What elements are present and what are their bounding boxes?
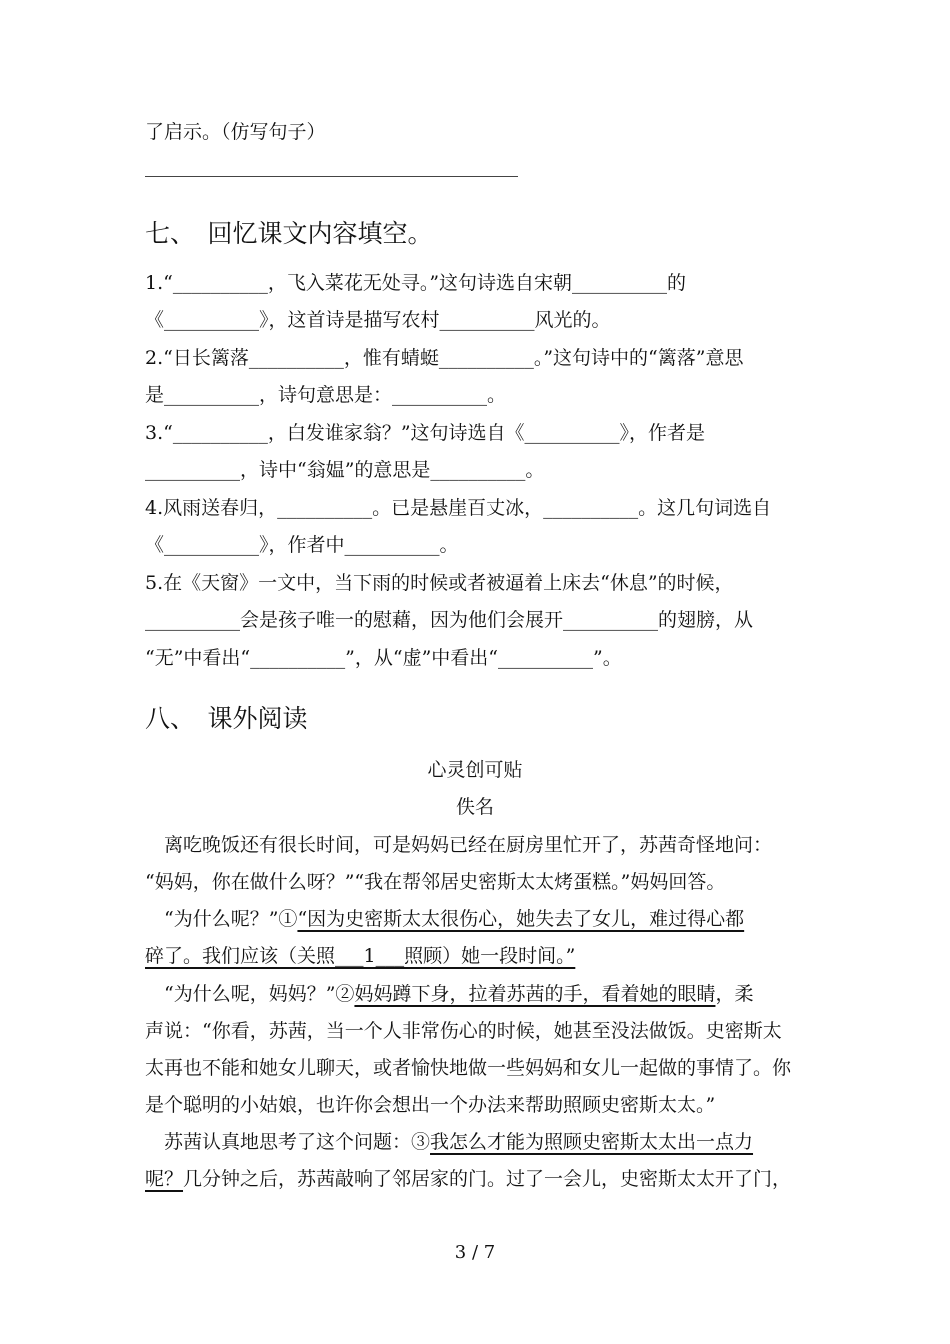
para2-line2 <box>145 943 575 969</box>
fill-line-4: 是__________，诗句意思是：__________。 <box>145 384 507 406</box>
fill-line-1: 1.“__________，飞入菜花无处寻。”这句诗选自宋朝__________的 <box>145 272 687 294</box>
fill-line-5: 3.“__________，白发谁家翁？”这句诗选自《__________》，作者是 <box>145 422 706 444</box>
answer-line <box>145 176 518 177</box>
fill-line-8: 《__________》，作者中__________。 <box>145 534 459 556</box>
underlined-sentence-1-cont: 碎了。我们应该（关照___1___照顾）她一段时间。” <box>145 945 576 967</box>
page-number: 3 / 7 <box>454 1242 496 1263</box>
fill-line-7: 4.风雨送春归，__________。已是悬崖百丈冰，__________。这几句词选自 <box>145 497 772 519</box>
para3-line4: 是个聪明的小姑娘，也许你会想出一个办法来帮助照顾史密斯太太。” <box>145 1094 716 1116</box>
fill-line-10: __________会是孩子唯一的慰藉，因为他们会展开__________的翅膀，从 <box>145 609 754 631</box>
fill-line-2: 《__________》，这首诗是描写农村__________风光的。 <box>145 309 611 331</box>
underlined-sentence-1: “因为史密斯太太很伤心，她失去了女儿，难过得心都 <box>297 908 745 930</box>
underlined-sentence-2: 妈妈蹲下身，拉着苏茜的手，看着她的眼睛 <box>354 983 716 1005</box>
fill-line-11: “无”中看出“__________”，从“虚”中看出“__________”。 <box>145 647 622 669</box>
para1-line1: 离吃晚饭还有很长时间，可是妈妈已经在厨房里忙开了，苏茜奇怪地问： <box>145 834 773 856</box>
fill-line-9: 5.在《天窗》一文中，当下雨的时候或者被逼着上床去“休息”的时候， <box>145 572 734 594</box>
para3-line1: “为什么呢，妈妈？”②妈妈蹲下身，拉着苏茜的手，看着她的眼睛，柔 <box>145 983 754 1005</box>
fill-line-6: __________，诗中“翁媪”的意思是__________。 <box>145 459 545 481</box>
fill-line-3: 2.“日长篱落__________，惟有蜻蜓__________。”这句诗中的“篱落”意思 <box>145 347 744 369</box>
section7-heading: 七、 回忆课文内容填空。 <box>145 219 433 248</box>
underlined-sentence-3: 我怎么才能为照顾史密斯太太出一点力 <box>430 1131 754 1153</box>
para4-line1: 苏茜认真地思考了这个问题：③我怎么才能为照顾史密斯太太出一点力 <box>145 1131 754 1153</box>
reading-author: 佚名 <box>455 796 494 818</box>
para4-line2: 呢？几分钟之后，苏茜敲响了邻居家的门。过了一会儿，史密斯太太开了门， <box>145 1168 792 1190</box>
underlined-sentence-3-cont: 呢？ <box>145 1168 184 1190</box>
reading-title: 心灵创可贴 <box>427 759 523 781</box>
para3-line3: 太再也不能和她女儿聊天，或者愉快地做一些妈妈和女儿一起做的事情了。你 <box>145 1057 792 1079</box>
para3-line2: 声说：“你看，苏茜，当一个人非常伤心的时候，她甚至没法做饭。史密斯太 <box>145 1020 782 1042</box>
section8-heading: 八、 课外阅读 <box>145 704 308 733</box>
intro-line: 了启示。（仿写句子） <box>145 121 326 143</box>
para1-line2: “妈妈，你在做什么呀？”“我在帮邻居史密斯太太烤蛋糕。”妈妈回答。 <box>145 871 726 893</box>
para2-line1: “为什么呢？”①“因为史密斯太太很伤心，她失去了女儿，难过得心都 <box>145 908 745 930</box>
